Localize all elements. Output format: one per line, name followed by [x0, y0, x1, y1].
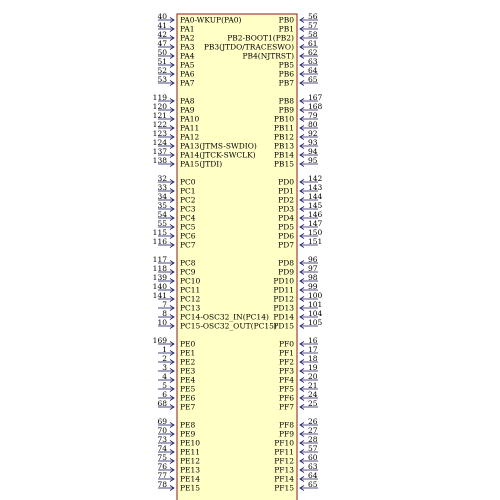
pin-label: PE1	[180, 348, 196, 358]
pin-number: 78	[157, 479, 167, 489]
pin-label: PF4	[278, 375, 294, 385]
pin-label: PA4	[180, 51, 195, 61]
pin-number: 40	[157, 11, 167, 21]
pin-number: 145	[308, 200, 323, 210]
pin-label: PE7	[180, 402, 196, 412]
pin-number: 64	[308, 65, 318, 75]
pin-number: 124	[152, 137, 167, 147]
pin-label: PC5	[180, 222, 196, 232]
pin-label: PC1	[180, 186, 196, 196]
pin-number: 137	[152, 146, 167, 156]
pin-number: 61	[308, 38, 318, 48]
pin-label: PB10	[273, 114, 294, 124]
pin-number: 24	[308, 389, 318, 399]
pin-number: 75	[157, 452, 167, 462]
pin-number: 115	[152, 227, 167, 237]
pin-label: PF7	[278, 402, 294, 412]
pin-number: 34	[157, 191, 167, 201]
pin-label: PF3	[278, 366, 294, 376]
pin-number: 19	[308, 362, 318, 372]
pin-number: 57	[308, 443, 318, 453]
pin-label: PE12	[180, 456, 201, 466]
pin-label: PD4	[278, 213, 294, 223]
pin-number: 57	[308, 20, 318, 30]
pin-label: PB4(NJTRST)	[242, 51, 294, 61]
pin-label: PE5	[180, 384, 196, 394]
pin-label: PF10	[274, 438, 294, 448]
pin-number: 121	[152, 110, 167, 120]
pin-label: PB3(JTDO/TRACESWO)	[203, 42, 294, 52]
pin-label: PA0-WKUP(PA0)	[180, 15, 242, 25]
pin-label: PF1	[278, 348, 294, 358]
pin-number: 95	[308, 155, 318, 165]
pin-label: PE6	[180, 393, 196, 403]
pin-number: 27	[308, 425, 318, 435]
pin-label: PD11	[273, 285, 294, 295]
pin-label: PC2	[180, 195, 196, 205]
pin-label: PC3	[180, 204, 196, 214]
pin-number: 65	[308, 479, 318, 489]
pin-label: PD15	[273, 321, 294, 331]
pin-label: PE15	[180, 483, 201, 493]
pin-label: PA15(JTDI)	[180, 159, 223, 169]
pin-number: 73	[157, 434, 167, 444]
pin-number: 151	[308, 236, 323, 246]
pin-label: PC14-OSC32_IN(PC14)	[180, 312, 269, 322]
pin-label: PD0	[278, 177, 294, 187]
pin-number: 69	[157, 416, 167, 426]
pin-number: 65	[308, 74, 318, 84]
pin-number: 123	[152, 128, 167, 138]
pin-number: 52	[157, 65, 167, 75]
pin-label: PC15-OSC32_OUT(PC15)	[180, 321, 277, 331]
pin-label: PF13	[274, 465, 294, 475]
pin-number: 5	[162, 380, 167, 390]
pin-number: 55	[157, 218, 167, 228]
pin-number: 47	[157, 38, 167, 48]
pin-number: 7	[162, 299, 167, 309]
pin-label: PD10	[273, 276, 294, 286]
pin-number: 50	[157, 47, 167, 57]
pin-label: PA5	[180, 60, 195, 70]
pin-label: PD13	[273, 303, 294, 313]
pin-number: 169	[152, 335, 167, 345]
pin-label: PC13	[180, 303, 201, 313]
pin-number: 32	[157, 173, 167, 183]
pin-number: 105	[308, 317, 323, 327]
pin-number: 143	[308, 182, 323, 192]
pin-label: PB13	[273, 141, 294, 151]
pin-label: PB2-BOOT1(PB2)	[227, 33, 294, 43]
pin-number: 144	[308, 191, 323, 201]
pin-number: 147	[308, 218, 323, 228]
pin-number: 93	[308, 137, 318, 147]
pin-number: 53	[157, 74, 167, 84]
pin-label: PD3	[278, 204, 294, 214]
pin-label: PA2	[180, 33, 195, 43]
pin-number: 21	[308, 380, 318, 390]
pin-label: PD1	[278, 186, 294, 196]
pin-number: 138	[152, 155, 167, 165]
pin-number: 51	[157, 56, 167, 66]
pin-number: 64	[308, 470, 318, 480]
pin-number: 26	[308, 416, 318, 426]
pin-number: 168	[308, 101, 323, 111]
pin-label: PA3	[180, 42, 195, 52]
pin-label: PC7	[180, 240, 196, 250]
pin-number: 140	[152, 281, 167, 291]
pin-number: 58	[308, 29, 318, 39]
pin-label: PC4	[180, 213, 196, 223]
pin-label: PC0	[180, 177, 196, 187]
pin-number: 2	[162, 353, 167, 363]
pin-label: PF6	[278, 393, 294, 403]
pin-label: PD14	[273, 312, 294, 322]
pin-label: PB7	[278, 78, 294, 88]
pin-label: PC8	[180, 258, 196, 268]
pin-label: PF5	[278, 384, 294, 394]
pin-label: PF12	[274, 456, 294, 466]
pin-label: PB12	[273, 132, 294, 142]
pin-number: 120	[152, 101, 167, 111]
pin-label: PA14(JTCK-SWCLK)	[180, 150, 256, 160]
pin-number: 4	[162, 371, 167, 381]
pin-number: 80	[308, 119, 318, 129]
pin-label: PF15	[274, 483, 294, 493]
pin-label: PF0	[278, 339, 294, 349]
pin-number: 117	[152, 254, 167, 264]
pin-label: PE9	[180, 429, 196, 439]
pin-number: 35	[157, 200, 167, 210]
pin-number: 3	[162, 362, 167, 372]
pin-number: 68	[157, 398, 167, 408]
pin-label: PB11	[273, 123, 294, 133]
pin-number: 70	[157, 425, 167, 435]
pin-number: 17	[308, 344, 318, 354]
pin-number: 92	[308, 128, 318, 138]
pin-label: PA12	[180, 132, 200, 142]
pin-number: 100	[308, 290, 323, 300]
pin-label: PC6	[180, 231, 196, 241]
pin-label: PE2	[180, 357, 196, 367]
pin-label: PE14	[180, 474, 201, 484]
pin-label: PA11	[180, 123, 200, 133]
pin-label: PC11	[180, 285, 201, 295]
pin-number: 76	[157, 461, 167, 471]
pin-label: PA9	[180, 105, 195, 115]
pin-label: PA6	[180, 69, 195, 79]
pin-number: 118	[152, 263, 167, 273]
pin-label: PE11	[180, 447, 201, 457]
pin-label: PA13(JTMS-SWDIO)	[180, 141, 257, 151]
pin-number: 54	[157, 209, 167, 219]
pin-number: 60	[308, 452, 318, 462]
pin-number: 99	[308, 281, 318, 291]
pin-number: 20	[308, 371, 318, 381]
pin-number: 122	[152, 119, 167, 129]
pin-number: 56	[308, 11, 318, 21]
pin-label: PA10	[180, 114, 200, 124]
pin-number: 96	[308, 254, 318, 264]
pin-label: PD2	[278, 195, 294, 205]
pin-number: 142	[308, 173, 323, 183]
pin-number: 28	[308, 434, 318, 444]
pin-number: 139	[152, 272, 167, 282]
pin-number: 101	[308, 299, 323, 309]
pin-number: 97	[308, 263, 318, 273]
pin-number: 74	[157, 443, 167, 453]
pin-label: PF11	[274, 447, 294, 457]
pin-label: PB0	[278, 15, 294, 25]
pin-label: PE8	[180, 420, 196, 430]
pin-label: PE0	[180, 339, 196, 349]
pin-number: 98	[308, 272, 318, 282]
pin-label: PB9	[278, 105, 294, 115]
pin-number: 10	[157, 317, 167, 327]
pin-number: 116	[152, 236, 167, 246]
pin-number: 6	[162, 389, 167, 399]
pin-label: PA1	[180, 24, 195, 34]
pin-number: 42	[157, 29, 167, 39]
pin-number: 63	[308, 461, 318, 471]
pin-label: PB14	[273, 150, 294, 160]
pin-label: PB6	[278, 69, 294, 79]
pin-number: 63	[308, 56, 318, 66]
pin-number: 79	[308, 110, 318, 120]
pin-number: 146	[308, 209, 323, 219]
pin-number: 141	[152, 290, 167, 300]
pin-label: PD5	[278, 222, 294, 232]
pin-label: PE4	[180, 375, 196, 385]
pin-label: PA7	[180, 78, 195, 88]
pin-label: PD6	[278, 231, 294, 241]
pin-label: PB1	[278, 24, 294, 34]
pin-number: 16	[308, 335, 318, 345]
pin-label: PD12	[273, 294, 294, 304]
pin-number: 104	[308, 308, 323, 318]
pin-number: 167	[308, 92, 323, 102]
pin-label: PF2	[278, 357, 294, 367]
pin-label: PE3	[180, 366, 196, 376]
pin-label: PE13	[180, 465, 201, 475]
pin-label: PD9	[278, 267, 294, 277]
pin-number: 33	[157, 182, 167, 192]
pin-label: PC10	[180, 276, 201, 286]
pin-label: PB15	[273, 159, 294, 169]
pin-label: PF8	[278, 420, 294, 430]
pin-number: 25	[308, 398, 318, 408]
pin-number: 77	[157, 470, 167, 480]
pin-number: 8	[162, 308, 167, 318]
pin-label: PA8	[180, 96, 195, 106]
pin-number: 94	[308, 146, 318, 156]
pin-number: 150	[308, 227, 323, 237]
pin-number: 41	[157, 20, 167, 30]
pin-label: PD8	[278, 258, 294, 268]
pin-label: PF14	[274, 474, 294, 484]
pin-number: 62	[308, 47, 318, 57]
pin-label: PB8	[278, 96, 294, 106]
pin-label: PC9	[180, 267, 196, 277]
pin-label: PC12	[180, 294, 201, 304]
pin-number: 119	[152, 92, 167, 102]
pin-label: PE10	[180, 438, 201, 448]
pin-label: PB5	[278, 60, 294, 70]
pin-label: PD7	[278, 240, 294, 250]
pin-number: 1	[162, 344, 167, 354]
pin-label: PF9	[278, 429, 294, 439]
pin-number: 18	[308, 353, 318, 363]
